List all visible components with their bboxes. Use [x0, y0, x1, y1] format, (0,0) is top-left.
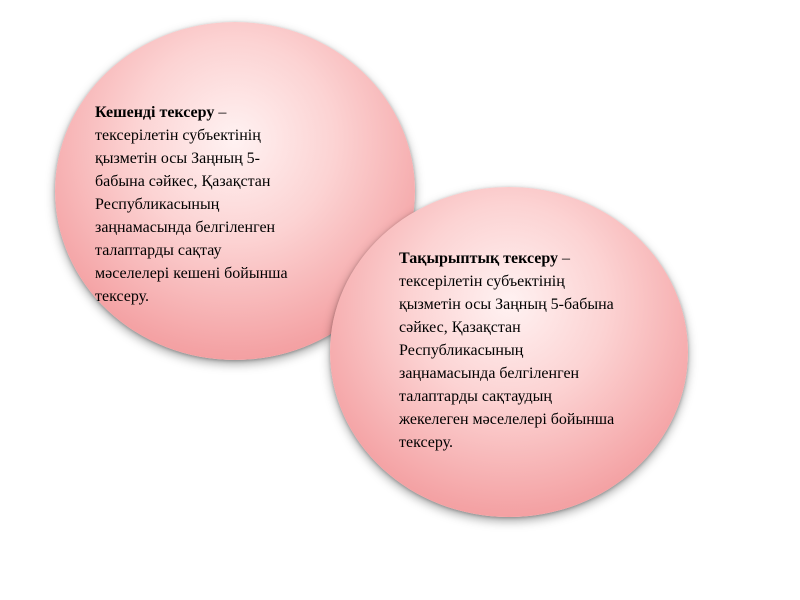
definition-line: бабына сәйкес, Қазақстан: [95, 173, 271, 190]
thematic-inspection-first-line: [399, 247, 669, 270]
definition-line: заңнамасында белгіленген: [95, 219, 276, 236]
definition-line: қызметін осы Заңның 5-: [95, 150, 260, 167]
definition-line: талаптарды сақтау: [95, 242, 222, 259]
definition-line: заңнамасында белгіленген: [399, 365, 580, 382]
definition-line: тексерілетін субъектінің: [95, 127, 261, 144]
definition-line: Республикасының: [399, 342, 524, 359]
definition-line: талаптарды сақтаудың: [399, 388, 552, 405]
definition-line: сәйкес, Қазақстан: [399, 319, 521, 336]
definition-line: жекелеген мәселелері бойынша: [399, 411, 615, 428]
definition-line: тексерілетін субъектінің: [399, 273, 565, 290]
definition-dash: –: [558, 250, 571, 267]
complex-inspection-first-line: [95, 101, 375, 124]
definition-line: қызметін осы Заңның 5-бабына: [399, 296, 614, 313]
complex-inspection-text: [95, 101, 375, 308]
complex-inspection-term: Кешенді тексеру: [95, 104, 215, 121]
thematic-inspection-term: Тақырыптық тексеру: [399, 250, 559, 267]
definition-dash: –: [214, 104, 227, 121]
thematic-inspection-text: [399, 247, 669, 454]
definition-line: мәселелері кешені бойынша: [95, 265, 288, 282]
definition-line: тексеру.: [95, 288, 150, 305]
definition-line: тексеру.: [399, 434, 454, 451]
definition-line: Республикасының: [95, 196, 220, 213]
